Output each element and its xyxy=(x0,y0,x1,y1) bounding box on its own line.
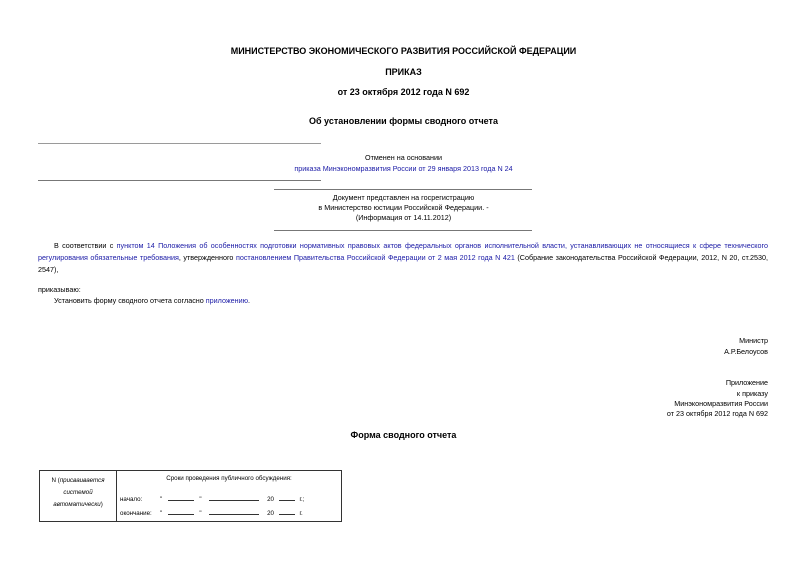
government-decree-link[interactable]: постановлением Правительства Российской Федерации от 2 мая 2012 года N 421 xyxy=(235,253,515,262)
cancel-order-link[interactable]: приказа Минэкономразвития России от 29 января 2013 года N 24 xyxy=(294,164,513,173)
text: системой xyxy=(63,489,93,496)
divider xyxy=(116,471,117,521)
start-day-field[interactable] xyxy=(168,494,194,501)
ministry-title: МИНИСТЕРСТВО ЭКОНОМИЧЕСКОГО РАЗВИТИЯ РОССИЙСКОЙ ФЕДЕРАЦИИ xyxy=(230,46,577,56)
text: автоматически xyxy=(53,501,101,508)
orders-text: приказываю: xyxy=(38,285,81,294)
text: 20 xyxy=(267,510,274,517)
divider xyxy=(38,143,321,144)
text: ) xyxy=(100,501,103,508)
text: N ( xyxy=(51,477,60,484)
doc-type: ПРИКАЗ xyxy=(385,67,422,77)
discussion-period-title: Сроки проведения публичного обсуждения: xyxy=(166,475,292,482)
signature-position: Министр xyxy=(739,336,768,345)
start-month-field[interactable] xyxy=(209,494,259,501)
text: г.; xyxy=(299,496,305,503)
text: В соответствии с xyxy=(54,241,117,250)
text: Установить форму сводного отчета согласно xyxy=(54,296,206,305)
text: " xyxy=(199,510,202,517)
divider xyxy=(274,230,532,231)
form-title: Форма сводного отчета xyxy=(350,430,457,440)
end-year-field[interactable] xyxy=(279,508,295,515)
text: г. xyxy=(299,510,303,517)
end-label: окончание: xyxy=(120,510,152,517)
text: (Собрание законодательства Российской Федерации, 2012, N 20, ст.2530, 2547), xyxy=(38,253,768,274)
signature-name: А.Р.Белоусов xyxy=(724,347,768,356)
registration-line-1: Документ представлен на госрегистрацию xyxy=(332,193,475,202)
start-label: начало: xyxy=(120,496,143,503)
cancel-note-text: Отменен на основании xyxy=(364,153,442,162)
text: присваивается xyxy=(59,477,105,484)
appendix-line-1: Приложение xyxy=(725,378,768,387)
text: " xyxy=(159,510,162,517)
appendix-line-4: от 23 октября 2012 года N 692 xyxy=(666,409,768,418)
text: " xyxy=(159,496,162,503)
text: . xyxy=(248,296,251,305)
registration-line-2: в Министерство юстиции Российской Федерации. - xyxy=(318,203,489,212)
text: " xyxy=(199,496,202,503)
end-date-row xyxy=(120,508,303,517)
appendix-line-3: Минэкономразвития России xyxy=(674,399,768,408)
registration-line-3: (Информация от 14.11.2012) xyxy=(355,213,452,222)
report-form-table xyxy=(39,470,342,522)
start-date-row xyxy=(120,494,304,503)
appendix-line-2: к приказу xyxy=(736,389,768,398)
report-number-cell xyxy=(43,475,113,511)
appendix-link[interactable]: приложению xyxy=(205,296,249,305)
text: , утвержденного xyxy=(178,253,236,262)
text: 20 xyxy=(267,496,274,503)
divider xyxy=(38,180,321,181)
end-month-field[interactable] xyxy=(209,508,259,515)
doc-subject: Об установлении формы сводного отчета xyxy=(309,116,498,126)
doc-date-number: от 23 октября 2012 года N 692 xyxy=(337,87,470,97)
start-year-field[interactable] xyxy=(279,494,295,501)
preamble-paragraph xyxy=(38,240,768,276)
order-item xyxy=(38,295,768,307)
regulation-link[interactable]: пунктом 14 Положения об особенностях подготовки нормативных правовых актов федеральных органов исполнительной власти, устанавливающих не относящиеся к сфере технического регулирования обязательные требования xyxy=(38,241,768,262)
divider xyxy=(274,189,532,190)
end-day-field[interactable] xyxy=(168,508,194,515)
